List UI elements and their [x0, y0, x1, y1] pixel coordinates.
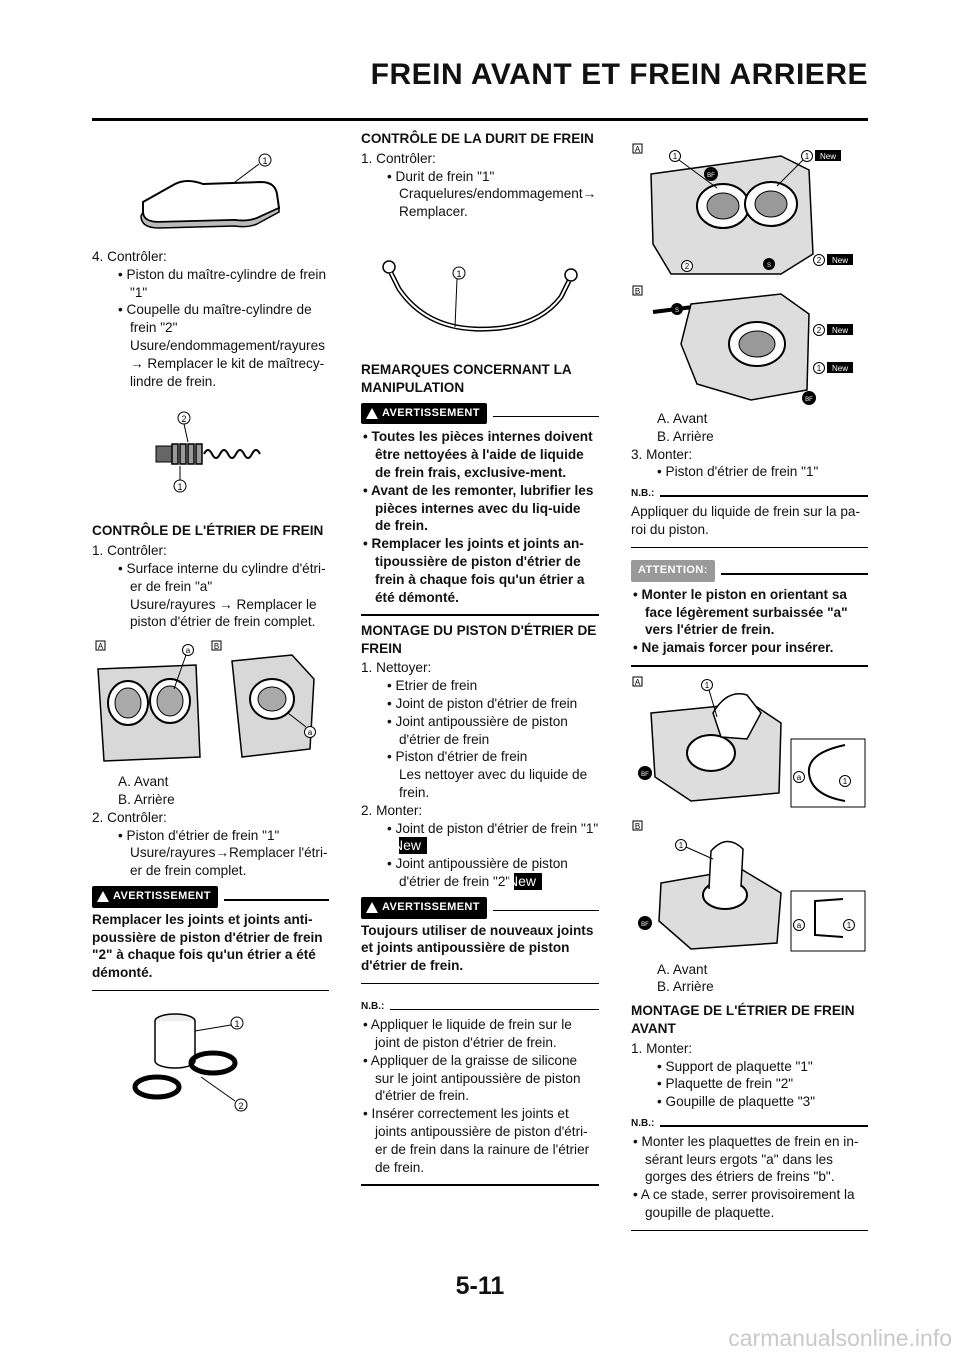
bullet: • Piston du maître-cylindre de frein "1" — [118, 266, 327, 300]
note-header: N.B.: — [631, 485, 868, 503]
caliper-seals-illustration — [631, 134, 868, 406]
step-1: 1. Nettoyer: — [361, 660, 432, 676]
svg-text:BF: BF — [641, 771, 649, 778]
bullet: • Piston d'étrier de frein — [387, 749, 528, 765]
svg-text:1: 1 — [846, 920, 852, 930]
inspection-result: Usure/rayures → Remplacer le piston d'étrier de frein complet. — [130, 596, 317, 630]
piston-install-illustration — [631, 673, 868, 957]
note-bullet: • Monter les plaquettes de frein en in-sérant leurs ergots "a" dans les gorges des étriers de freins "b". — [633, 1133, 859, 1185]
note-header: N.B.: — [361, 998, 599, 1016]
bullet: • Surface interne du cylindre d'étri-er de frein "a" — [118, 560, 326, 594]
svg-text:New: New — [831, 326, 849, 335]
legend-a: A. Avant — [657, 961, 708, 977]
right-arrow-icon: → — [219, 596, 233, 612]
svg-text:a: a — [796, 772, 802, 782]
svg-text:A: A — [97, 642, 104, 652]
note-bullet: • Appliquer de la graisse de silicone sur le joint antipoussière de piston d'étrier de frein. — [363, 1052, 581, 1104]
right-arrow-icon: → — [130, 355, 144, 371]
bullet: • Joint de piston d'étrier de frein "1" New — [387, 820, 599, 854]
bullet: • Goupille de plaquette "3" — [657, 1094, 816, 1110]
svg-text:2: 2 — [180, 414, 187, 425]
step-3: 3. Monter: — [631, 446, 693, 462]
step-1: 1. Contrôler: — [361, 150, 436, 166]
page-title: FREIN AVANT ET FREIN ARRIERE — [370, 58, 868, 91]
watermark: carmanualsonline.info — [728, 1325, 952, 1351]
note-header: N.B.: — [631, 1115, 868, 1133]
page-number: 5-11 — [455, 1272, 505, 1300]
svg-text:A: A — [634, 677, 641, 687]
legend-b: B. Arrière — [118, 791, 175, 807]
svg-text:1: 1 — [804, 152, 810, 161]
column-3 — [631, 130, 868, 1237]
legend-b: B. Arrière — [657, 428, 714, 444]
svg-text:BF: BF — [805, 397, 813, 403]
svg-text:a: a — [185, 646, 191, 656]
svg-text:2: 2 — [816, 256, 822, 265]
heading-piston-install: MONTAGE DU PISTON D'ÉTRIER DE FREIN — [361, 622, 597, 656]
svg-text:1: 1 — [704, 680, 710, 690]
note-bullet: • Appliquer le liquide de frein sur le joint de piston d'étrier de frein. — [363, 1017, 572, 1051]
svg-text:a: a — [796, 920, 802, 930]
warning-triangle-icon — [366, 408, 378, 419]
note-text: Appliquer du liquide de frein sur la pa-roi du piston. — [631, 503, 860, 537]
warning-box: AVERTISSEMENT Toujours utiliser de nouveaux joints et joints antipoussière de piston d'étrier de frein. — [361, 897, 599, 985]
svg-text:2: 2 — [684, 262, 690, 271]
svg-text:New: New — [831, 364, 849, 373]
bullet: • Plaquette de frein "2" — [657, 1076, 794, 1092]
bullet: • Coupelle du maître-cylindre de frein "2" — [118, 302, 312, 336]
heading-hose-check: CONTRÔLE DE LA DURIT DE FREIN — [361, 131, 594, 146]
svg-text:1: 1 — [233, 1019, 240, 1030]
inspection-result: Craquelures/endommagement→ Remplacer. — [399, 186, 597, 220]
bullet: • Etrier de frein — [387, 678, 478, 694]
column-1 — [92, 130, 329, 1119]
bullet: • Support de plaquette "1" — [657, 1058, 813, 1074]
bullet: • Piston d'étrier de frein "1" — [118, 827, 280, 843]
heading-handling-notes: REMARQUES CONCERNANT LA MANIPULATION — [361, 361, 572, 395]
svg-text:1: 1 — [842, 776, 848, 786]
legend-a: A. Avant — [118, 774, 169, 790]
piston-seal-illustration — [131, 1005, 291, 1115]
svg-text:1: 1 — [678, 840, 684, 850]
svg-text:S: S — [766, 263, 772, 269]
gasket-illustration — [131, 134, 291, 234]
cleaning-note: Les nettoyer avec du liquide de frein. — [399, 767, 588, 801]
column-2 — [361, 130, 599, 1192]
svg-text:New: New — [819, 152, 837, 161]
svg-text:BF: BF — [707, 173, 715, 179]
brake-hose-illustration — [365, 243, 595, 353]
warning-triangle-icon — [366, 902, 378, 913]
svg-text:1: 1 — [176, 482, 183, 493]
svg-text:S: S — [674, 308, 680, 314]
callout-1: 1 — [261, 156, 268, 166]
svg-text:BF: BF — [641, 921, 649, 928]
svg-text:B: B — [634, 287, 641, 296]
attention-bullet: • Ne jamais forcer pour insérer. — [633, 640, 834, 656]
svg-text:2: 2 — [816, 326, 822, 335]
svg-text:1: 1 — [672, 152, 678, 161]
heading-caliper-check: CONTRÔLE DE L'ÉTRIER DE FREIN — [92, 523, 324, 539]
svg-text:B: B — [213, 642, 220, 652]
bullet: • Joint antipoussière de piston d'étrier de frein — [387, 713, 568, 747]
note-bullet: • A ce stade, serrer provisoirement la goupille de plaquette. — [633, 1187, 855, 1220]
step-4: 4. Contrôler: — [92, 249, 167, 264]
step-2: 2. Contrôler: — [92, 809, 167, 825]
inspection-result: Usure/rayures→Remplacer l'étri-er de frein complet. — [130, 845, 328, 879]
svg-text:2: 2 — [237, 1101, 244, 1112]
warning-triangle-icon — [97, 891, 109, 902]
bullet: • Piston d'étrier de frein "1" — [657, 464, 819, 480]
warning-bullet: • Remplacer les joints et joints an-tipoussière de piston d'étrier de frein à chaque fois qu'un étrier a été démonté. — [363, 536, 585, 605]
step-1: 1. Monter: — [631, 1040, 693, 1056]
svg-text:B: B — [634, 821, 641, 831]
attention-bullet: • Monter le piston en orientant sa face légèrement surbaissée "a" vers l'étrier de frein. — [633, 586, 848, 638]
warning-box: AVERTISSEMENT Remplacer les joints et joints anti-poussière de piston d'étrier de frein "2" à chaque fois qu'un étrier a été démonté. — [92, 886, 329, 991]
right-arrow-icon: → — [582, 186, 597, 202]
svg-text:a: a — [307, 728, 313, 738]
warning-text: Remplacer les joints et joints anti-poussière de piston d'étrier de frein "2" à chaque fois qu'un étrier a été démonté. — [92, 911, 323, 981]
heading-caliper-mount: MONTAGE DE L'ÉTRIER DE FREIN AVANT — [631, 1003, 855, 1036]
note-bullet: • Insérer correctement les joints et joints antipoussière de piston d'étri-er de frein dans la rainure de l'étrier de frein. — [363, 1106, 590, 1175]
master-cylinder-piston-illustration — [146, 404, 276, 504]
attention-box: ATTENTION: • Monter le piston en orientant sa face légèrement surbaissée "a" vers l'étrier de frein. • Ne jamais forcer pour insérer. — [631, 560, 868, 666]
warning-box: AVERTISSEMENT • Toutes les pièces internes doivent être nettoyées à l'aide de liquide de frein frais, exclusive-ment. • Avant de les remonter, lubrifier les pièces internes avec du liq-uide de frein. • Remplacer les joints et joints an-tipoussière de piston d'étrier de frein à chaque fois qu'un étrier a été démonté. — [361, 403, 599, 616]
bullet: • Joint antipoussière de piston d'étrier de frein "2" New — [387, 856, 568, 889]
header-rule — [92, 118, 868, 121]
svg-text:New: New — [831, 256, 849, 265]
caliper-cylinder-illustration — [92, 639, 329, 769]
svg-text:1: 1 — [816, 364, 822, 373]
step-2: 2. Monter: — [361, 802, 423, 818]
legend-a: A. Avant — [657, 411, 708, 426]
new-part-badge: New — [399, 837, 427, 854]
warning-bullet: • Toutes les pièces internes doivent être nettoyées à l'aide de liquide de frein frais, exclusive-ment. — [363, 429, 593, 480]
svg-text:1: 1 — [456, 268, 462, 279]
new-part-badge: New — [514, 873, 542, 890]
bullet: • Durit de frein "1" — [387, 168, 495, 184]
legend-b: B. Arrière — [657, 979, 714, 995]
inspection-result: Usure/endommagement/rayures → Remplacer le kit de maîtrecy-lindre de frein. — [130, 337, 325, 389]
warning-bullet: • Avant de les remonter, lubrifier les pièces internes avec du liq-uide de frein. — [363, 482, 594, 534]
bullet: • Joint de piston d'étrier de frein — [387, 696, 578, 712]
warning-text: Toujours utiliser de nouveaux joints et joints antipoussière de piston d'étrier de frein. — [361, 922, 594, 974]
step-1: 1. Contrôler: — [92, 543, 167, 559]
right-arrow-icon: → — [215, 845, 229, 861]
svg-text:A: A — [634, 145, 641, 154]
